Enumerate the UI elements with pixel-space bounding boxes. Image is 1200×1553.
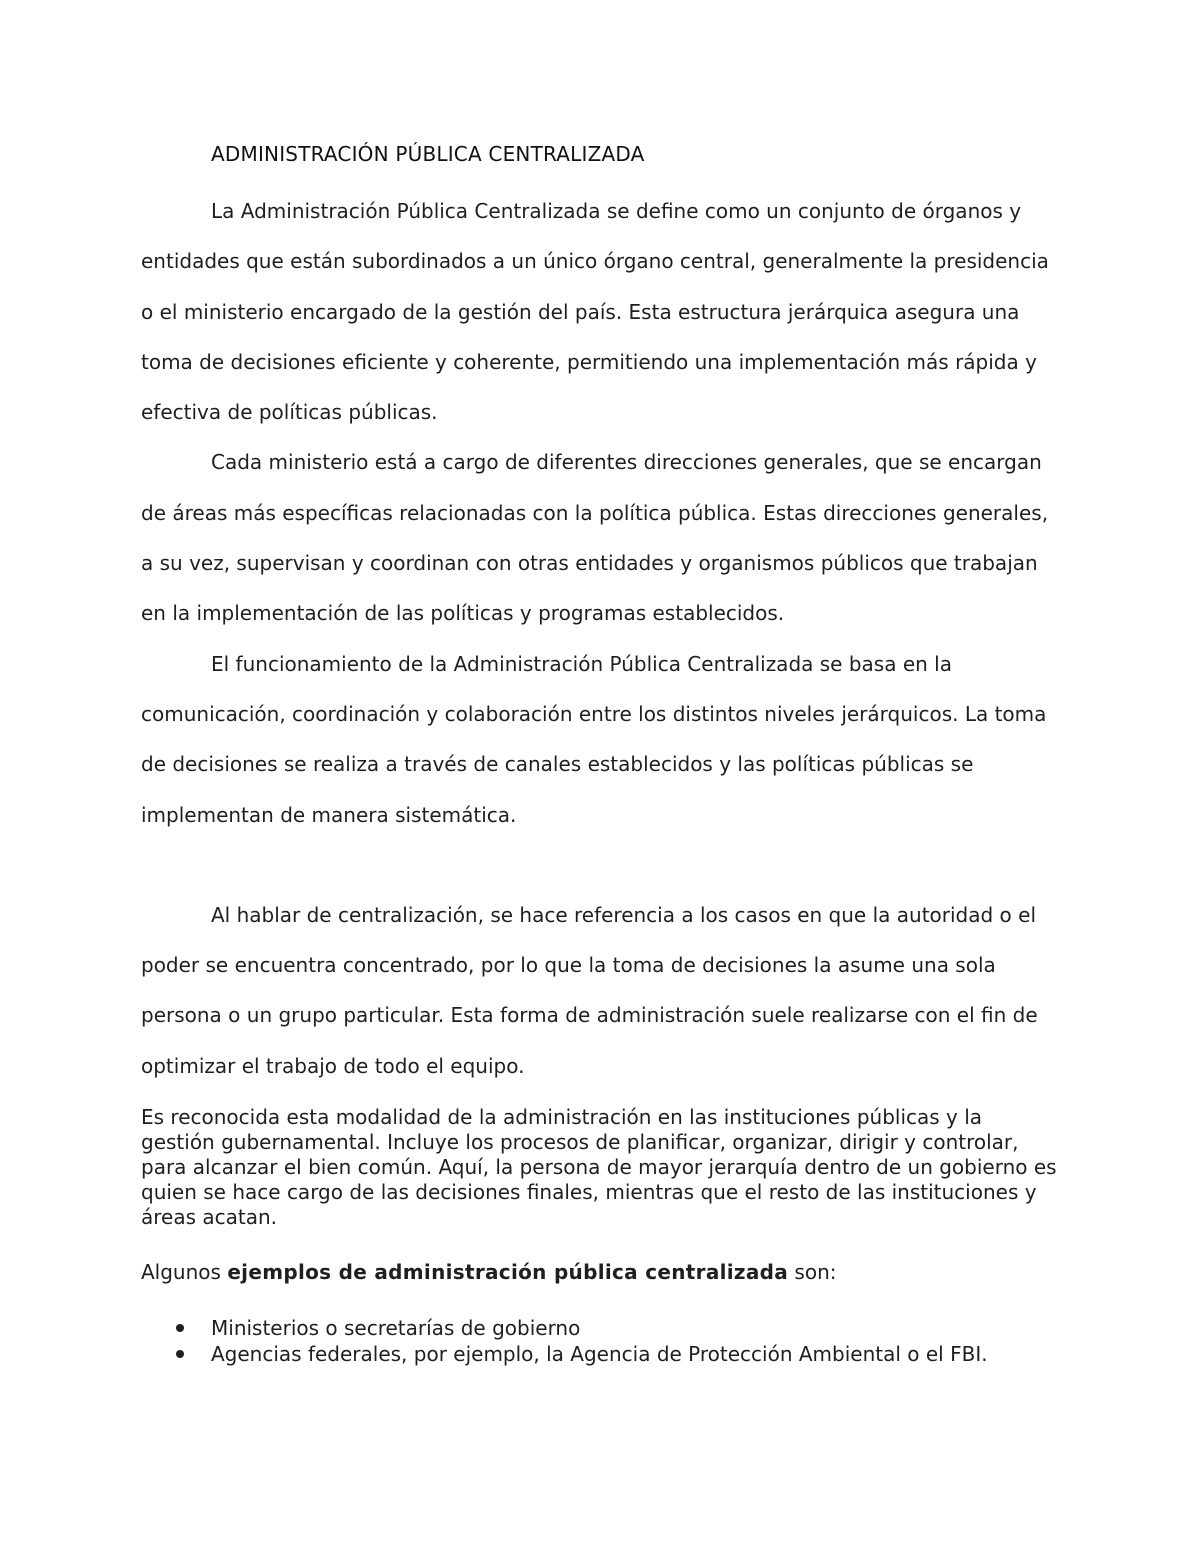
blank-line (141, 840, 1061, 890)
paragraph-ministries: Cada ministerio está a cargo de diferentes direcciones generales, que se encargan de áreas más específicas relacionadas con la política pública. Estas direcciones generales, a su vez, supervisan y coordinan con otras entidades y organismos públicos que trabajan en la implementación de las políticas y programas establecidos. (141, 450, 1049, 626)
examples-intro (141, 1260, 1061, 1285)
bullet-icon (176, 1350, 184, 1358)
list-item-text: Ministerios o secretarías de gobierno (211, 1316, 581, 1341)
list-item (141, 1315, 1061, 1341)
paragraph-modality: Es reconocida esta modalidad de la administración en las instituciones públicas y la gestión gubernamental. Incluye los procesos de planificar, organizar, dirigir y controlar, para alcanzar el bien común. Aquí, la persona de mayor jerarquía dentro de un gobierno es quien se hace cargo de las decisiones finales, mientras que el resto de las instituciones y áreas acatan. (141, 1105, 1057, 1230)
examples-intro-suffix: son: (788, 1260, 837, 1285)
list-item (141, 1341, 1061, 1367)
paragraph-definition: La Administración Pública Centralizada se define como un conjunto de órganos y entidades que están subordinados a un único órgano central, generalmente la presidencia o el ministerio encargado de la gestión del país. Esta estructura jerárquica asegura una toma de decisiones eficiente y coherente, permitiendo una implementación más rápida y efectiva de políticas públicas. (141, 199, 1049, 425)
paragraph-functioning: El funcionamiento de la Administración Pública Centralizada se basa en la comunicación, coordinación y colaboración entre los distintos niveles jerárquicos. La toma de decisiones se realiza a través de canales establecidos y las políticas públicas se implementan de manera sistemática. (141, 651, 1047, 827)
bullet-icon (176, 1324, 184, 1332)
document-body (141, 136, 1061, 1367)
examples-list (141, 1315, 1061, 1367)
list-item-text: Agencias federales, por ejemplo, la Agencia de Protección Ambiental o el FBI. (211, 1342, 988, 1367)
examples-intro-bold: ejemplos de administración pública centralizada (227, 1260, 789, 1285)
document-title: ADMINISTRACIÓN PÚBLICA CENTRALIZADA (211, 142, 645, 166)
paragraph-centralization: Al hablar de centralización, se hace referencia a los casos en que la autoridad o el poder se encuentra concentrado, por lo que la toma de decisiones la asume una sola persona o un grupo particular. Esta forma de administración suele realizarse con el fin de optimizar el trabajo de todo el equipo. (141, 902, 1038, 1078)
examples-intro-prefix: Algunos (141, 1260, 228, 1285)
